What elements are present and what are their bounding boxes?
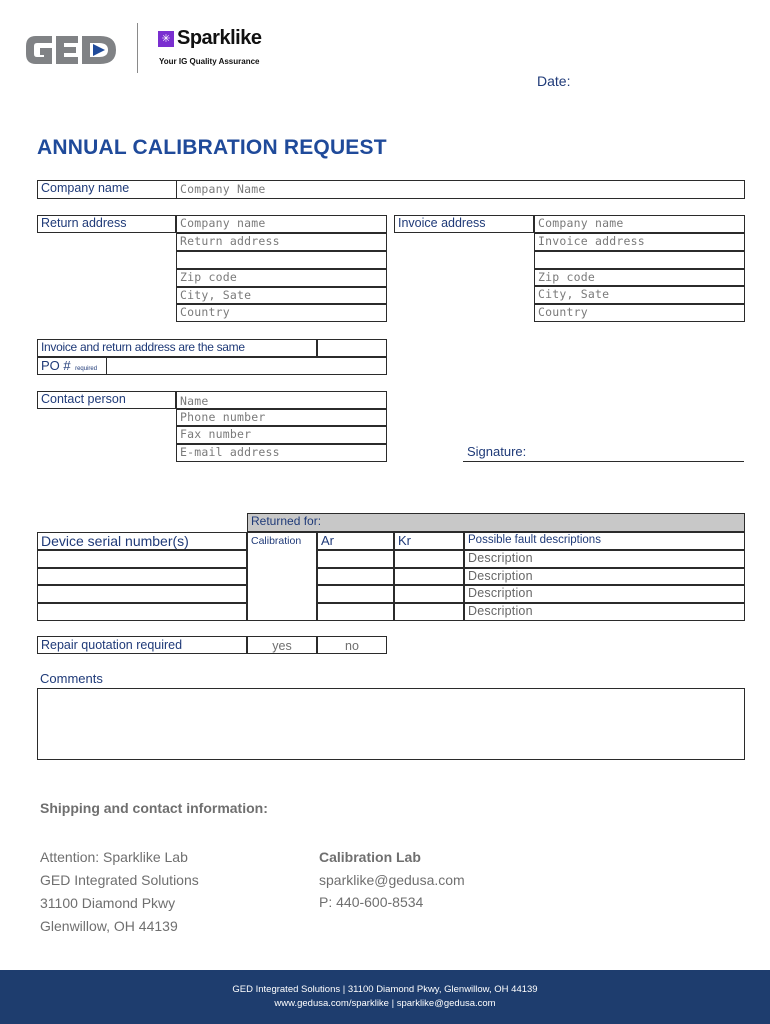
ar-header: Ar (321, 533, 334, 548)
ar-header-cell (317, 532, 394, 550)
fault-header-cell (464, 532, 745, 550)
ar-checkbox-1[interactable] (317, 550, 394, 568)
same-address-label-cell (37, 339, 317, 357)
logo-divider (137, 23, 138, 73)
footer-web-links[interactable]: www.gedusa.com/sparklike | sparklike@gedusa.com (274, 998, 496, 1009)
footer-address: GED Integrated Solutions | 31100 Diamond Pkwy, Glenwillow, OH 44139 (232, 984, 538, 995)
repair-yes-option[interactable]: yes (247, 636, 317, 654)
ar-checkbox-4[interactable] (317, 603, 394, 621)
return-address-field-4[interactable]: Zip code (176, 269, 387, 287)
fault-cell-3[interactable]: Description (464, 585, 745, 603)
company-name-label: Company name (41, 181, 130, 195)
fault-cell-1[interactable]: Description (464, 550, 745, 568)
calibration-lab-title: Calibration Lab (319, 849, 421, 865)
returned-for-header: Returned for: (247, 513, 745, 532)
calibration-header: Calibration (251, 535, 302, 547)
kr-checkbox-4[interactable] (394, 603, 464, 621)
shipping-heading: Shipping and contact information: (40, 800, 268, 816)
calibration-column (247, 532, 317, 621)
calibration-lab-phone: P: 440-600-8534 (319, 894, 424, 910)
shipping-address-line-4: Glenwillow, OH 44139 (40, 918, 178, 934)
date-label: Date: (537, 73, 571, 89)
po-field[interactable] (108, 358, 386, 374)
page-title: ANNUAL CALIBRATION REQUEST (37, 136, 387, 159)
po-required-note: required (75, 366, 98, 372)
contact-person-label: Contact person (41, 392, 126, 406)
invoice-address-field-3[interactable] (534, 251, 745, 269)
sparklike-logo-icon: ✳ (158, 31, 174, 47)
return-address-label: Return address (41, 216, 127, 230)
kr-checkbox-2[interactable] (394, 568, 464, 585)
return-address-field-2[interactable]: Return address (176, 233, 387, 251)
fault-cell-2[interactable]: Description (464, 568, 745, 585)
kr-header: Kr (398, 533, 411, 548)
ar-checkbox-3[interactable] (317, 585, 394, 603)
repair-label-cell (37, 636, 247, 654)
invoice-address-field-2[interactable]: Invoice address (534, 233, 745, 251)
sparklike-tagline: Your IG Quality Assurance (159, 57, 260, 66)
fault-header: Possible fault descriptions (468, 534, 601, 546)
repair-quotation-label: Repair quotation required (41, 638, 183, 652)
invoice-address-field-4[interactable]: Zip code (534, 269, 745, 286)
contact-phone-field[interactable]: Phone number (176, 409, 387, 426)
serial-cell-2[interactable] (37, 568, 247, 585)
shipping-address-line-2: GED Integrated Solutions (40, 872, 199, 888)
serial-header-cell (37, 532, 247, 550)
comments-field[interactable] (37, 688, 745, 760)
company-name-field[interactable]: Company Name (180, 182, 266, 196)
kr-checkbox-3[interactable] (394, 585, 464, 603)
contact-name-field[interactable]: Name (176, 391, 387, 409)
po-label-cell (37, 357, 107, 375)
invoice-address-label: Invoice address (398, 216, 486, 230)
ged-logo (22, 28, 120, 72)
company-name-label-cell (37, 180, 177, 199)
comments-label: Comments (40, 671, 103, 686)
repair-no-option[interactable]: no (317, 636, 387, 654)
contact-email-field[interactable]: E-mail address (176, 444, 387, 462)
sparklike-logo-text: Sparklike (177, 27, 262, 49)
invoice-address-field-1[interactable]: Company name (534, 215, 745, 233)
invoice-address-field-5[interactable]: City, Sate (534, 286, 745, 304)
serial-cell-1[interactable] (37, 550, 247, 568)
shipping-address-line-1: Attention: Sparklike Lab (40, 849, 188, 865)
ar-checkbox-2[interactable] (317, 568, 394, 585)
return-address-field-5[interactable]: City, Sate (176, 287, 387, 304)
return-address-label-cell (37, 215, 176, 233)
return-address-field-6[interactable]: Country (176, 304, 387, 322)
serial-header: Device serial number(s) (41, 533, 189, 549)
shipping-address-line-3: 31100 Diamond Pkwy (40, 895, 176, 911)
return-address-field-3[interactable] (176, 251, 387, 269)
invoice-address-field-6[interactable]: Country (534, 304, 745, 322)
calibration-lab-email[interactable]: sparklike@gedusa.com (319, 872, 465, 888)
fault-cell-4[interactable]: Description (464, 603, 745, 621)
footer-bar (0, 970, 770, 1024)
contact-label-cell (37, 391, 176, 409)
kr-header-cell (394, 532, 464, 550)
signature-line[interactable] (463, 461, 744, 462)
serial-cell-3[interactable] (37, 585, 247, 603)
invoice-address-label-cell (394, 215, 534, 233)
contact-fax-field[interactable]: Fax number (176, 426, 387, 444)
signature-label: Signature: (467, 444, 527, 459)
return-address-field-1[interactable]: Company name (176, 215, 387, 233)
po-label: PO # (41, 358, 71, 373)
same-address-label: Invoice and return address are the same (41, 340, 245, 354)
same-address-checkbox[interactable] (317, 339, 387, 357)
kr-checkbox-1[interactable] (394, 550, 464, 568)
serial-cell-4[interactable] (37, 603, 247, 621)
